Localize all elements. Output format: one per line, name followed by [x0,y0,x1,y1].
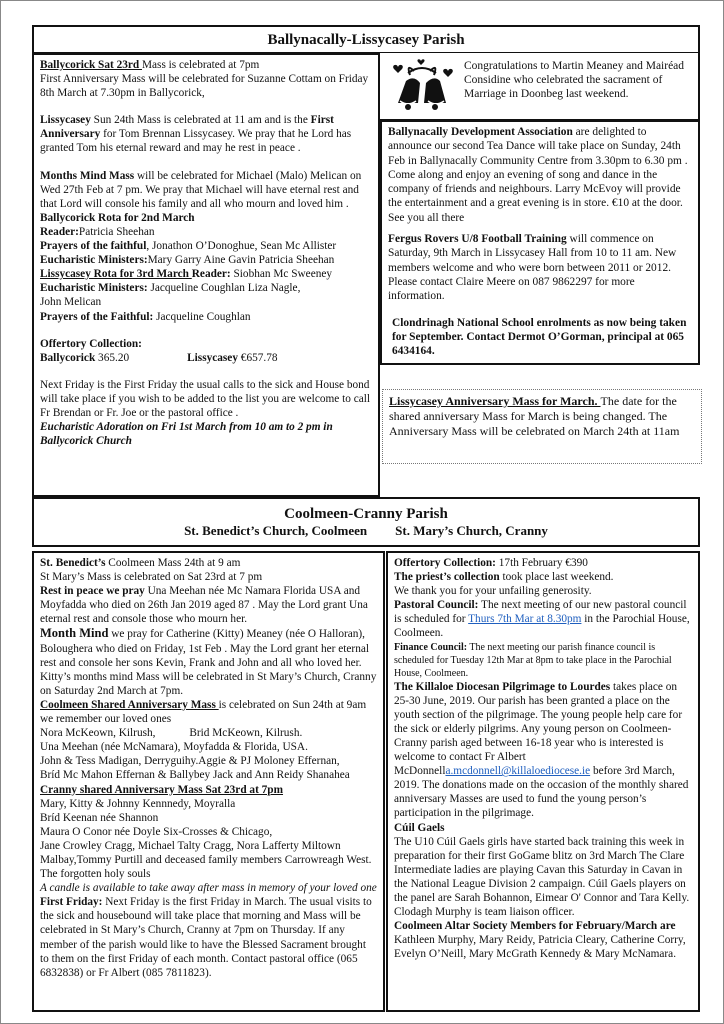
priest-collection [394,570,692,584]
bda-label: Ballynacally Development Association [388,126,573,138]
pc-text2: in the Parochial House, Coolmeen. [394,613,690,640]
first-friday-notice: Next Friday is the First Friday the usual calls to the sick and House bond will take place if you wish to be added to the list you are welcome to call Fr Brendan or Fr. Joe or the pastoral office . [40,378,371,419]
list-item: Jane Crowley Cragg, Michael Talty Cragg, Nora Lafferty Miltown Malbay,Tommy Purtill and deceased family members Carrowreagh West. The forgotten holy souls [40,839,372,881]
lissycasey-rota [40,267,372,281]
lissycasey-ministers-cont: John Melican [40,296,102,309]
pastoral-council [394,598,692,640]
cuil-text: The U10 Cúil Gaels girls have started back training this week in preparation for their first GoGame blitz on 3rd March The Clare Intermediate ladies are playing Cavan this Saturday in Cavan in the National League Division 2 campaign. Cúil Gaels players on the panel are Sarah Bohannon, Eimear O' Connor and Tara Kelly. Clodagh Murphy is team liaison officer. [394,835,690,919]
fc-label: Finance Council: [394,641,468,653]
months-mind-label: Months Mind Mass [40,169,135,182]
off-text: 17th February €390 [495,557,588,569]
ff-label: First Friday: [40,896,103,909]
ballycorick-text: Mass is celebrated at 7pm [141,59,260,71]
parish1-left-column [32,53,380,497]
list-item: Bríd Keenan née Shannon [40,811,159,824]
rota-ministers [40,253,372,267]
ff-text: Next Friday is the first Friday in March. The usual visits to the sick and housebound will take place that morning and Mass will be celebrated in St Mary’s Church, Cranny at 7pm on Thursday. If any member of the parish would like to have the Blessed Sacrament brought to them on the first Friday of each month. Contact pastoral office (065 6832838) or Fr Albert (085 7811823). [40,896,372,979]
lissycasey-bold: First Anniversary [40,114,334,141]
parish2-title: Coolmeen-Cranny Parish [284,506,448,522]
parish1-header [32,25,700,54]
altar-label: Coolmeen Altar Society Members for February/March are [394,920,676,933]
prayers-value: , Jonathon O’Donoghue, Sean Mc Allister [146,240,337,253]
pc-text1: The next meeting of our new pastoral council is scheduled for [394,599,687,626]
off-label: Offertory Collection: [394,557,496,569]
lourdes-text2: before 3rd March, 2019. The donations made on the occasion of the monthly shared anniversary Masses are used to fund the young person’s participation in the pilgrimage. [394,765,689,820]
lrota-reader-value: Siobhan Mc Sweeney [230,268,333,281]
priest-text: took place last weekend. [499,571,614,584]
priest-label: The priest’s collection [394,571,500,584]
school-notice [388,316,692,359]
list-item: Nora McKeown, Kilrush, Brid McKeown, Kilrush. [40,727,303,740]
list-item: John & Tess Madigan, Derryguihy.Aggie & PJ Moloney Effernan, [40,755,340,768]
lem-label: Eucharistic Ministers: [40,282,148,295]
pc-label: Pastoral Council: [394,599,479,612]
anniversary-text: The date for the shared anniversary Mass for March is being changed. The Anniversary Mass will be celebrated on March 24th at 11am [389,394,680,438]
lourdes-label: The Killaloe Diocesan Pilgrimage to Lourdes [394,680,611,693]
bda-text: are delighted to announce our second Tea Dance will take place on Sunday, 24th Feb in Ballynacally Community Centre from 3.30pm to 6.30 pm . Come along and enjoy an evening of song and dance in the company of friends and neighbours. Larry McEvoy will provide the entertainment and a great evening is in store. €10 at the door. See you all there [388,126,688,224]
rip-label: Rest in peace we pray [40,585,145,598]
em-label: Eucharistic Ministers: [40,254,148,267]
congratulations-text: Congratulations to Martin Meaney and Mairéad Considine who celebrated the sacrament of Marriage in Doonbeg last weekend. [464,60,685,100]
offertory-heading-text: Offertory Collection: [40,337,142,350]
offertory-lissycasey-value: €657.78 [237,351,278,364]
prayers-label: Prayers of the faithful [40,240,147,253]
reader-value: Patricia Sheehan [78,225,155,238]
months-mind-text: will be celebrated for Michael (Malo) Melican on Wed 27th Feb at 7 pm. We pray that Michael will have eternal rest and that Lord will console his family and all who mourn and loved him . [40,169,362,210]
parish1-title: Ballynacally-Lissycasey Parish [267,32,465,48]
stbenedict-mass [40,556,377,570]
anniversary-notice [389,394,695,439]
csam-text: is celebrated on Sun 24th at 9am we remember our loved ones [40,698,367,726]
csam-heading: Coolmeen Shared Anniversary Mass [40,698,219,711]
school-text: Clondrinagh National School enrolments as now being taken for September. Contact Dermot O’Gorman, principal at 065 6434164. [392,316,687,358]
first-anniversary-notice: First Anniversary Mass will be celebrated for Suzanne Cottam on Friday 8th March at 7.30pm in Ballycorick, [40,73,369,100]
email-link[interactable]: a.mcdonnell@killaloediocese.ie [445,765,591,778]
bda-notice [388,125,692,225]
altar-society [394,919,692,961]
fergus-notice [388,232,692,303]
fc-text: The next meeting our parish finance council is scheduled for Tuesday 12th Mar at 8pm to take place in the Parochial House, Coolmeen. [394,641,672,679]
finance-council [394,641,692,680]
offertory-coolmeen [394,556,692,570]
lprayers-value: Jacqueline Coughlan [153,310,251,323]
congratulations-box [380,53,700,121]
stb-text: Coolmeen Mass 24th at 9 am [105,557,241,569]
church-coolmeen: St. Benedict’s Church, Coolmeen [184,523,368,538]
parish2-header [32,497,700,547]
offertory-values [40,351,372,365]
lem-value: Jacqueline Coughlan Liza Nagle, [147,282,301,295]
coolmeen-anniversary [40,698,377,726]
fergus-text: will commence on Saturday, 9th March in Lissycasey Hall from 10 to 11 am. New members welcome and who were born between 2011 or 2012. Please contact Claire Meere on 087 9862297 for more information. [388,233,677,303]
rota-prayers [40,239,372,253]
lissycasey-ministers [40,281,372,295]
list-item: Una Meehan (née McNamara), Moyfadda & Florida, USA. [40,741,308,754]
cuil-heading-text: Cúil Gaels [394,821,445,834]
offertory-ballycorick-value: 365.20 [95,351,130,364]
lissycasey-text2: for Tom Brennan Lissycasey. We pray that he Lord has granted Tom his eternal reward and may he rest in peace . [40,128,352,155]
rip-notice [40,584,377,626]
month-mind-notice [40,626,377,697]
lourdes-notice [394,680,692,821]
fergus-label: Fergus Rovers U/8 Football Training [388,233,567,246]
offertory-lissycasey-label: Lissycasey [187,351,238,364]
rip-text: Una Meehan née Mc Namara Florida USA and Moyfadda who died on 26th Jan 2019 aged 87 . May the Lord grant Una eternal rest and console those who mourn her. [40,585,368,626]
mm-text: we pray for Catherine (Kitty) Meaney (née O Halloran), Boloughera who died on Friday, 1st Feb . May the Lord grant her eternal rest and console her sons Kevin, Frank and John and all who loved her. Kitty’s months mind Mass will be celebrated in St Mary’s Church, Cranny on Saturday 2nd March at 7pm. [40,628,377,697]
ballycorick-heading: Ballycorick Sat 23rd [40,59,142,71]
anniversary-box [382,389,702,464]
rota-heading-text: Ballycorick Rota for 2nd March [40,211,195,224]
thanks-text: We thank you for your unfailing generosity. [394,585,592,598]
cranny-heading: Cranny shared Anniversary Mass Sat 23rd at 7pm [40,783,284,796]
lissycasey-label: Lissycasey [40,114,91,127]
em-value: Mary Garry Aine Gavin Patricia Sheehan [147,254,335,267]
rota-reader [40,225,372,239]
parish2-churches [34,523,698,539]
cranny-anniversary-heading [40,783,377,797]
lrota-reader-label: Reader: [191,268,231,281]
lprayers-label: Prayers of the Faithful: [40,310,154,323]
lissycasey-notice [40,113,372,155]
rota-heading [40,211,372,225]
parish2-right-column [386,551,700,1012]
wedding-bells-icon [388,59,456,111]
ballycorick-notice [40,58,372,72]
lissycasey-text1: Sun 24th Mass is celebrated at 11 am and is the [90,114,311,127]
stmary-mass: St Mary’s Mass is celebrated on Sat 23rd at 7 pm [40,571,263,584]
offertory-heading [40,337,372,351]
coolmeen-names-list [40,726,377,782]
parish2-left-column [32,551,385,1012]
altar-text: Kathleen Murphy, Mary Reidy, Patricia Cleary, Catherine Corry, Evelyn O’Neill, Mary McGrath Kennedy & Mary McNamara. [394,934,686,961]
lissycasey-prayers [40,310,372,324]
candle-notice: A candle is available to take away after mass in memory of your loved one [40,882,377,895]
first-friday-cranny [40,895,377,980]
list-item: Bríd Mc Mahon Effernan & Ballybey Jack and Ann Reidy Shanahea [40,769,350,782]
lrota-heading: Lissycasey Rota for 3rd March [40,268,192,281]
church-cranny: St. Mary’s Church, Cranny [395,523,548,538]
list-item: Mary, Kitty & Johnny Kennnedy, Moyralla [40,797,236,810]
months-mind-notice [40,169,372,211]
offertory-ballycorick-label: Ballycorick [40,351,96,364]
stb-label: St. Benedict’s [40,557,106,569]
parish1-right-notices [380,120,700,365]
pastoral-council-date-link[interactable]: Thurs 7th Mar at 8.30pm [468,613,582,626]
anniversary-heading: Lissycasey Anniversary Mass for March. [389,394,601,408]
mm-label: Month Mind [40,626,109,641]
cuil-heading [394,821,692,835]
adoration-notice: Eucharistic Adoration on Fri 1st March from 10 am to 2 pm in Ballycorick Church [40,421,333,448]
lourdes-text1: takes place on 25-30 June, 2019. Our parish has been granted a place on the youth section of the pilgrimage. The young people help care for the sick or elderly pilgrims. Any young person on Coolmeen-Cranny parish aged between 16-18 year who is interested is welcome to contact Fr Albert McDonnell [394,680,683,778]
cranny-names-list [40,797,377,882]
reader-label: Reader: [40,225,79,238]
list-item: Maura O Conor née Doyle Six-Crosses & Chicago, [40,825,273,838]
